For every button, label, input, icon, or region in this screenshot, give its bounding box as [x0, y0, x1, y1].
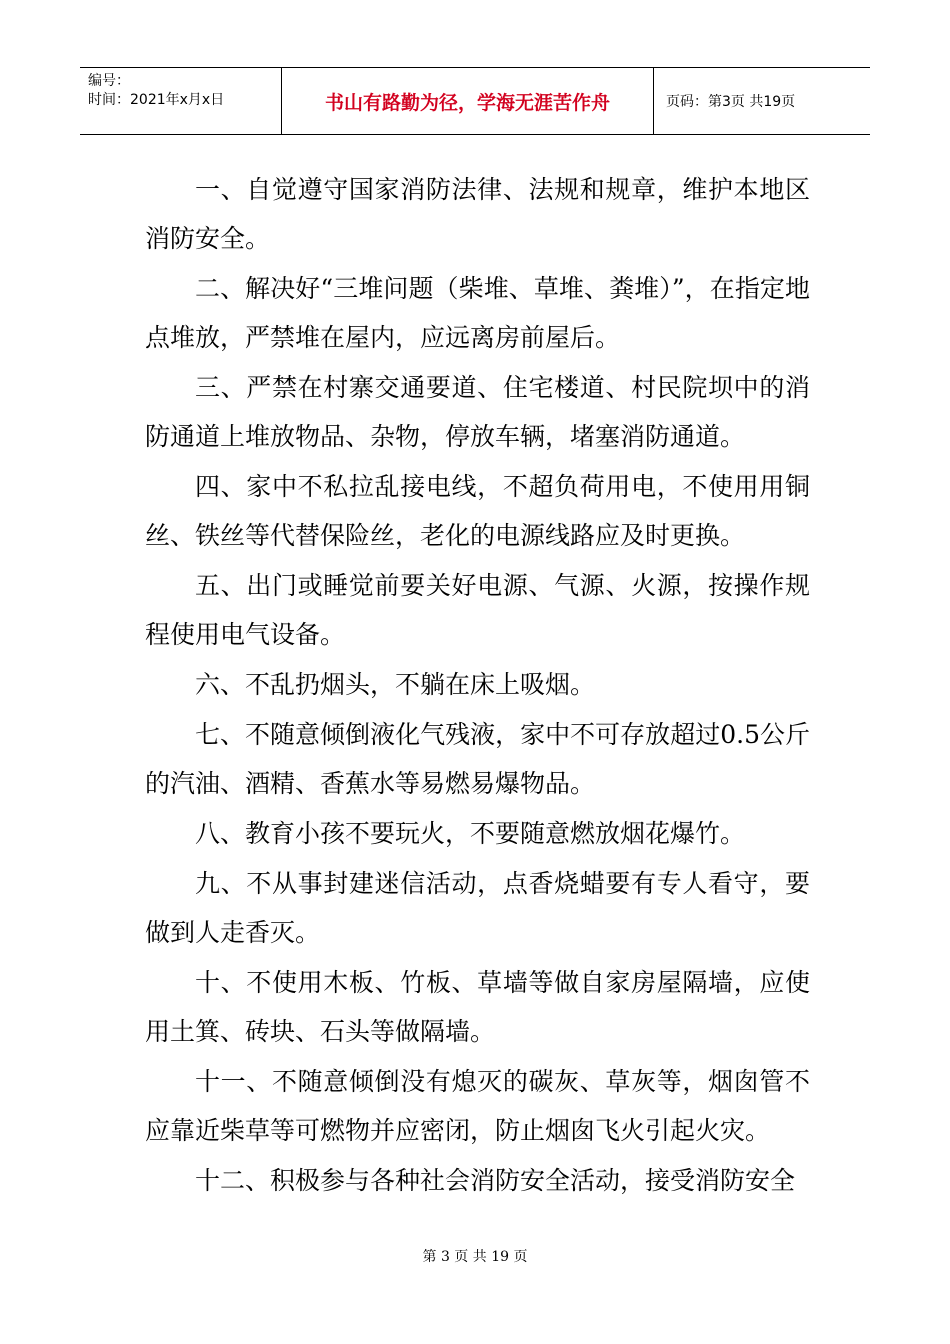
paragraph: 五、出门或睡觉前要关好电源、气源、火源，按操作规程使用电气设备。 [145, 571, 810, 649]
paragraph: 二、解决好“三堆问题（柴堆、草堆、粪堆）”，在指定地点堆放，严禁堆在屋内，应远离房前屋后。 [145, 274, 810, 352]
paragraph: 四、家中不私拉乱接电线，不超负荷用电，不使用用铜丝、铁丝等代替保险丝，老化的电源线路应及时更换。 [145, 472, 810, 550]
paragraph: 一、自觉遵守国家消防法律、法规和规章，维护本地区消防安全。 [145, 175, 810, 253]
paragraph: 十一、不随意倾倒没有熄灭的碳灰、草灰等，烟囱管不应靠近柴草等可燃物并应密闭，防止烟囱飞火引起火灾。 [145, 1067, 810, 1145]
header-motto: 书山有路勤为径，学海无涯苦作舟 [282, 68, 654, 134]
paragraph: 十、不使用木板、竹板、草墙等做自家房屋隔墙，应使用土箕、砖块、石头等做隔墙。 [145, 968, 810, 1046]
paragraph: 三、严禁在村寨交通要道、住宅楼道、村民院坝中的消防通道上堆放物品、杂物，停放车辆，堵塞消防通道。 [145, 373, 810, 451]
page-header [80, 67, 870, 135]
document-number: 编号： [88, 73, 130, 89]
header-meta [80, 68, 282, 134]
document-time: 时间：2021年x月x日 [88, 92, 225, 108]
paragraph: 六、不乱扔烟头，不躺在床上吸烟。 [195, 670, 596, 699]
paragraph: 十二、积极参与各种社会消防安全活动，接受消防安全 [195, 1166, 796, 1195]
page-footer: 第 3 页 共 19 页 [422, 1249, 528, 1265]
document-body [145, 165, 810, 1206]
header-page-info: 页码：第3页 共19页 [666, 94, 796, 110]
paragraph: 七、不随意倾倒液化气残液，家中不可存放超过0.5公斤的汽油、酒精、香蕉水等易燃易爆物品。 [145, 720, 810, 798]
paragraph: 九、不从事封建迷信活动，点香烧蜡要有专人看守，要做到人走香灭。 [145, 869, 810, 947]
paragraph: 八、教育小孩不要玩火，不要随意燃放烟花爆竹。 [195, 819, 746, 848]
